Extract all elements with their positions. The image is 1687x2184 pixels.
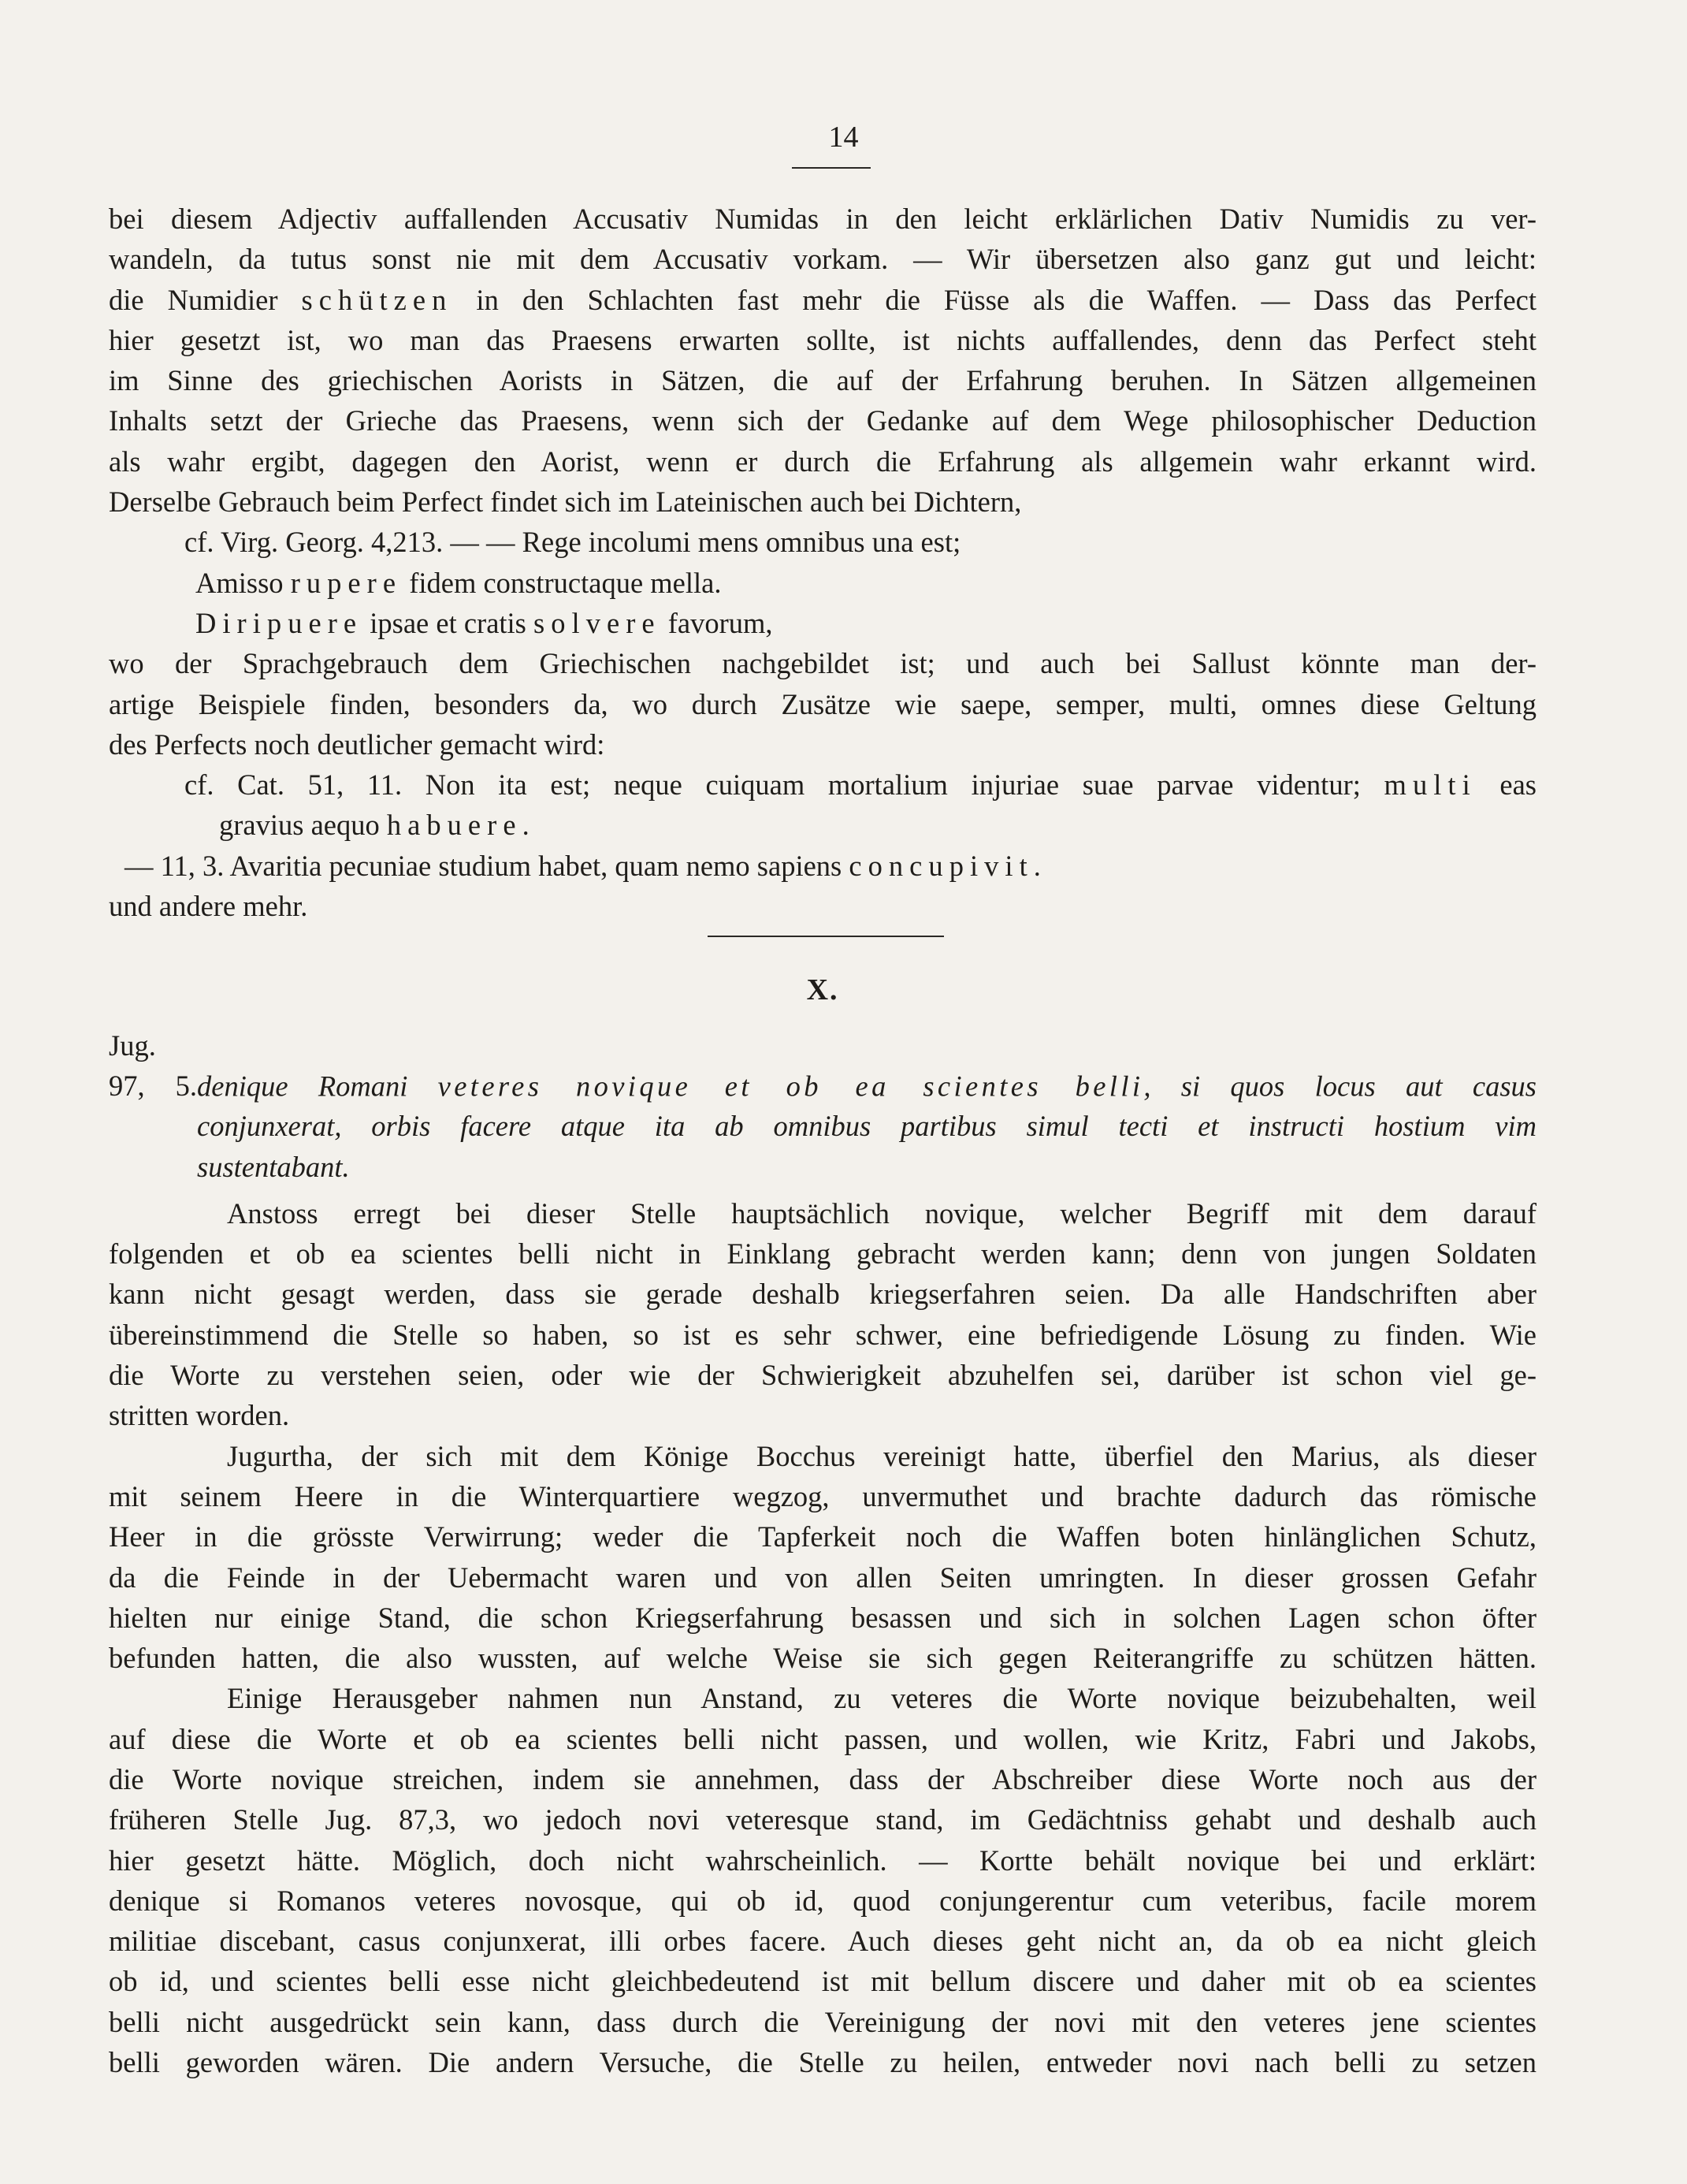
text-span: ipsae et cratis xyxy=(362,606,534,639)
text-line: die Worte novique streichen, indem sie annehmen, dass der Abschreiber diese Worte noch aus der xyxy=(109,1762,1537,1795)
section-heading: X. xyxy=(806,973,839,1007)
text-line: mit seinem Heere in die Winterquartiere wegzog, unvermuthet und brachte dadurch das römische xyxy=(109,1479,1537,1512)
citation-line xyxy=(109,805,1537,845)
page-number: 14 xyxy=(828,121,859,154)
text-line: Heer in die grösste Verwirrung; weder die Tapferkeit noch die Waffen boten hinlänglichen Schutz, xyxy=(109,1520,1537,1553)
spaced-word: veteres novique et ob ea scientes belli xyxy=(437,1069,1144,1102)
text-span: in den Schlachten fast mehr die Füsse als die Waffen. — Dass das Perfect xyxy=(452,283,1537,316)
text-line: befunden hatten, die also wussten, auf welche Weise sie sich gegen Reiterangriffe zu schützen hätten. xyxy=(109,1642,1537,1675)
section-divider xyxy=(708,936,944,937)
text-line: belli nicht ausgedrückt sein kann, dass durch die Vereinigung der novi mit den veteres jene scientes xyxy=(109,2005,1537,2038)
text-line: Jugurtha, der sich mit dem Könige Bocchus vereinigt hatte, überfiel den Marius, als dieser xyxy=(227,1439,1537,1472)
spaced-word: multi xyxy=(1384,768,1477,802)
spaced-word: rupere xyxy=(290,566,403,599)
citation-line xyxy=(109,563,1537,603)
text-span: eas xyxy=(1476,768,1537,802)
text-line: wandeln, da tutus sonst nie mit dem Accusativ vorkam. — Wir übersetzen also ganz gut und leicht: xyxy=(109,243,1537,276)
text-line: hielten nur einige Stand, die schon Kriegserfahrung besassen und sich in solchen Lagen schon öfter xyxy=(109,1601,1537,1634)
text-line: da die Feinde in der Uebermacht waren und von allen Seiten umringten. In dieser grossen Gefahr xyxy=(109,1561,1537,1594)
text-line: folgenden et ob ea scientes belli nicht in Einklang gebracht werden kann; denn von jungen Soldaten xyxy=(109,1237,1537,1271)
text-line: und andere mehr. xyxy=(109,890,308,923)
quote-reference: Jug. 97, 5. xyxy=(109,1029,197,1102)
text-line: wo der Sprachgebrauch dem Griechischen nachgebildet ist; und auch bei Sallust könnte man der- xyxy=(109,647,1537,680)
text-line: des Perfects noch deutlicher gemacht wird: xyxy=(109,727,605,761)
text-line: Derselbe Gebrauch beim Perfect findet sich im Lateinischen auch bei Dichtern, xyxy=(109,486,1022,519)
text-line: artige Beispiele finden, besonders da, wo durch Zusätze wie saepe, semper, multi, omnes diese Geltung xyxy=(109,687,1537,720)
text-span: — 11, 3. Avaritia pecuniae studium habet, quam nemo sapiens xyxy=(124,849,849,882)
text-line: auf diese die Worte et ob ea scientes belli nicht passen, und wollen, wie Kritz, Fabri und Jakobs, xyxy=(109,1722,1537,1755)
page-body xyxy=(109,199,1537,2082)
text-line: belli geworden wären. Die andern Versuche, die Stelle zu heilen, entweder novi nach belli zu setzen xyxy=(109,2046,1537,2079)
spaced-word: habuere xyxy=(386,809,522,842)
text-span: gravius aequo xyxy=(219,809,387,842)
spaced-word: concupivit xyxy=(849,849,1034,882)
spaced-word: solvere xyxy=(533,606,661,639)
text-line: im Sinne des griechischen Aorists in Sätzen, die auf der Erfahrung beruhen. In Sätzen allgemeinen xyxy=(109,364,1537,397)
text-span: denique Romani xyxy=(197,1069,438,1102)
text-line: hier gesetzt hätte. Möglich, doch nicht wahrscheinlich. — Kortte behält novique bei und erklärt: xyxy=(109,1844,1537,1877)
text-span: die Numidier xyxy=(109,283,302,316)
quote-line: sustentabant. xyxy=(197,1150,350,1183)
text-line: früheren Stelle Jug. 87,3, wo jedoch novi veteresque stand, im Gedächtniss gehabt und deshalb auch xyxy=(109,1803,1537,1836)
citation-line xyxy=(109,846,1537,886)
quote-line xyxy=(109,1025,1537,1107)
text-line: als wahr ergibt, dagegen den Aorist, wenn er durch die Erfahrung als allgemein wahr erkannt wird. xyxy=(109,445,1537,478)
text-span: , si quos locus aut casus xyxy=(1143,1069,1537,1102)
text-line: Einige Herausgeber nahmen nun Anstand, zu veteres die Worte novique beizubehalten, weil xyxy=(227,1682,1537,1715)
text-line: Anstoss erregt bei dieser Stelle hauptsächlich novique, welcher Begriff mit dem darauf xyxy=(227,1196,1537,1230)
text-span: favorum, xyxy=(660,606,773,639)
text-line: übereinstimmend die Stelle so haben, so ist es sehr schwer, eine befriedigende Lösung zu finden. Wie xyxy=(109,1318,1537,1351)
text-line: ob id, und scientes belli esse nicht gleichbedeutend ist mit bellum discere und daher mit ob ea scientes xyxy=(109,1965,1537,1998)
page-number-rule xyxy=(792,167,871,169)
citation-line xyxy=(109,765,1537,805)
text-line xyxy=(109,280,1537,320)
text-line: stritten worden. xyxy=(109,1399,290,1432)
text-line: denique si Romanos veteres novosque, qui ob id, quod conjungerentur cum veteribus, facile morem xyxy=(109,1884,1537,1917)
text-span: Amisso xyxy=(195,566,291,599)
text-span: . xyxy=(522,809,530,842)
text-span: cf. Cat. 51, 11. Non ita est; neque cuiquam mortalium injuriae suae parvae videntur; xyxy=(184,768,1384,802)
text-span: . xyxy=(1033,849,1041,882)
text-line: Inhalts setzt der Grieche das Praesens, wenn sich der Gedanke auf dem Wege philosophischer Deduction xyxy=(109,404,1537,437)
text-line: hier gesetzt ist, wo man das Praesens erwarten sollte, ist nichts auffallendes, denn das Perfect steht xyxy=(109,323,1537,356)
text-line: die Worte zu verstehen seien, oder wie der Schwierigkeit abzuhelfen sei, darüber ist schon viel ge- xyxy=(109,1359,1537,1392)
spaced-word: schützen xyxy=(301,283,453,316)
spaced-word: Diripuere xyxy=(195,606,363,639)
text-span: fidem constructaque mella. xyxy=(402,566,722,599)
quote-line: conjunxerat, orbis facere atque ita ab omnibus partibus simul tecti et instructi hostium vim xyxy=(197,1110,1537,1143)
citation-line: cf. Virg. Georg. 4,213. — — Rege incolumi mens omnibus una est; xyxy=(184,526,961,559)
text-line: bei diesem Adjectiv auffallenden Accusativ Numidas in den leicht erklärlichen Dativ Numidis zu ver- xyxy=(109,203,1537,235)
text-line: militiae discebant, casus conjunxerat, illi orbes facere. Auch dieses geht nicht an, da ob ea nicht gleich xyxy=(109,1925,1537,1958)
text-line: kann nicht gesagt werden, dass sie gerade deshalb kriegserfahren seien. Da alle Handschriften aber xyxy=(109,1278,1537,1311)
jug-quote xyxy=(109,1025,1537,1187)
citation-line xyxy=(109,603,1537,643)
